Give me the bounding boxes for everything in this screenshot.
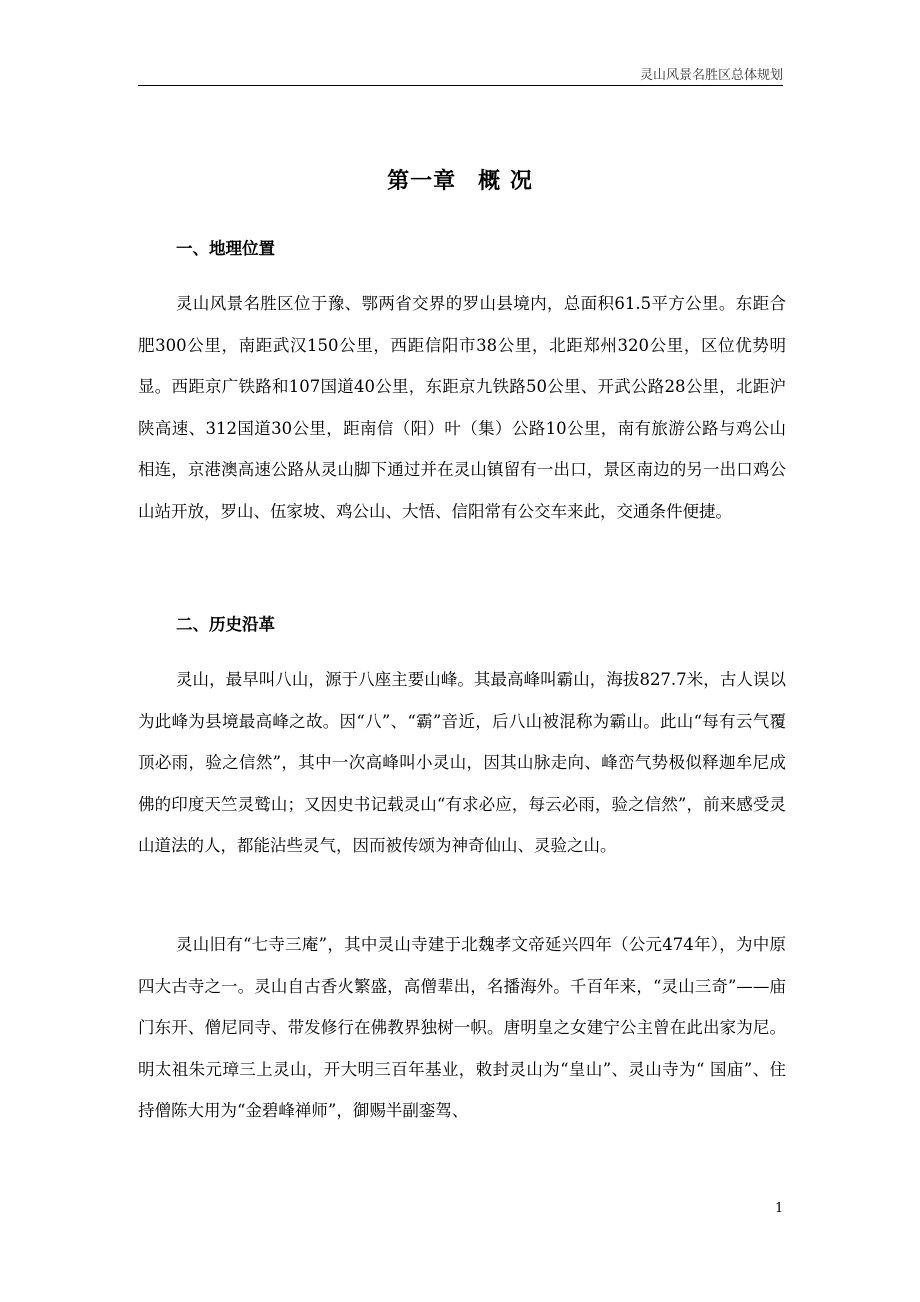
- running-header: 灵山风景名胜区总体规划: [639, 68, 783, 83]
- section-heading-geography: 一、地理位置: [176, 239, 275, 258]
- page-number: 1: [775, 1201, 784, 1216]
- paragraph-history-2: 灵山旧有“七寺三庵”，其中灵山寺建于北魏孝文帝延兴四年（公元474年），为中原四大古寺之一。灵山自古香火繁盛，高僧辈出，名播海外。千百年来，“灵山三奇”——庙门东开、僧尼同寺、带发修行在佛教界独树一帜。唐明皇之女建宁公主曾在此出家为尼。明太祖朱元璋三上灵山，开大明三百年基业，敕封灵山为“皇山”、灵山寺为“ 国庙”、住持僧陈大用为“金碧峰禅师”，御赐半副銮驾、: [138, 935, 786, 1120]
- header-rule: [138, 85, 783, 86]
- chapter-title: [0, 164, 920, 195]
- chapter-name: 概 况: [478, 169, 533, 194]
- section-heading-history: 二、历史沿革: [176, 615, 275, 634]
- chapter-number: 第一章: [387, 169, 457, 194]
- paragraph-geography: 灵山风景名胜区位于豫、鄂两省交界的罗山县境内，总面积61.5平方公里。东距合肥300公里，南距武汉150公里，西距信阳市38公里，北距郑州320公里，区位优势明显。西距京广铁路和107国道40公里，东距京九铁路50公里、开武公路28公里，北距沪陕高速、312国道30公里，距南信（阳）叶（集）公路10公里，南有旅游公路与鸡公山相连，京港澳高速公路从灵山脚下通过并在灵山镇留有一出口，景区南边的另一出口鸡公山站开放，罗山、伍家坡、鸡公山、大悟、信阳常有公交车来此，交通条件便捷。: [138, 294, 786, 521]
- paragraph-history-1: 灵山，最早叫八山，源于八座主要山峰。其最高峰叫霸山，海拔827.7米，古人误以为此峰为县境最高峰之故。因“八”、“霸”音近，后八山被混称为霸山。此山“每有云气覆顶必雨，验之信然”，其中一次高峰叫小灵山，因其山脉走向、峰峦气势极似释迦牟尼成佛的印度天竺灵鹫山；又因史书记载灵山“有求必应，每云必雨，验之信然”，前来感受灵山道法的人，都能沾些灵气，因而被传颂为神奇仙山、灵验之山。: [138, 670, 786, 855]
